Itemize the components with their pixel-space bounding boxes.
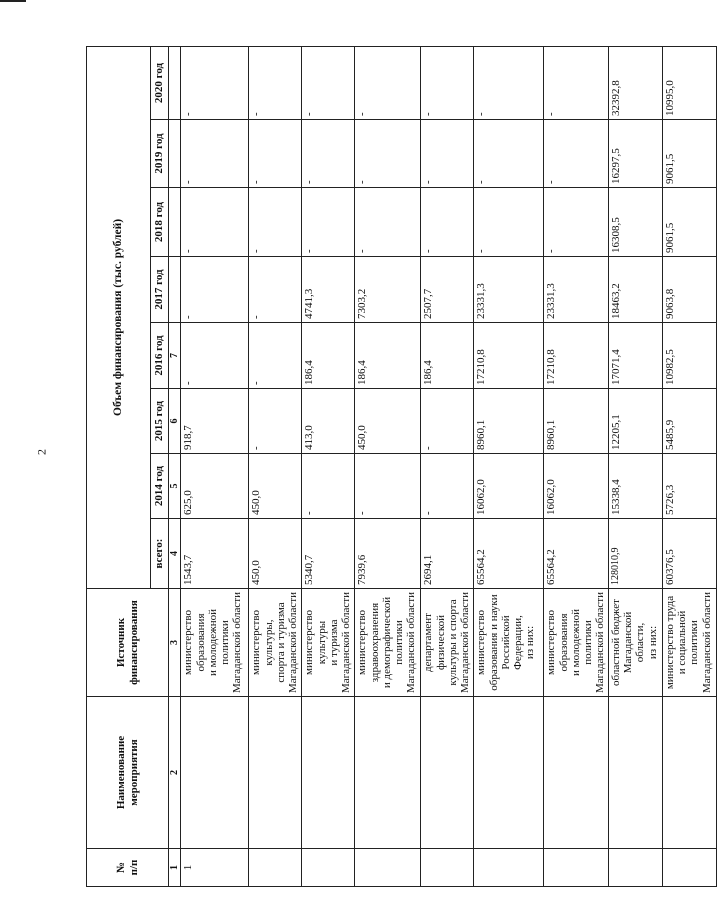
value-cell: 12205,1 bbox=[608, 389, 662, 454]
value-cell: 8960,1 bbox=[544, 389, 609, 454]
value-cell: 18463,2 bbox=[608, 257, 662, 323]
event-name bbox=[662, 697, 716, 849]
colnum-2: 2 bbox=[169, 697, 181, 849]
value-cell: - bbox=[249, 323, 302, 389]
value-cell: 450,0 bbox=[355, 389, 421, 454]
financing-source: министерство образования и молодежной политики Магаданской области bbox=[181, 589, 249, 697]
value-cell: 5340,7 bbox=[302, 519, 355, 589]
value-cell: - bbox=[355, 454, 421, 519]
value-cell: - bbox=[181, 46, 249, 119]
value-cell: 413,0 bbox=[302, 389, 355, 454]
table-row bbox=[355, 46, 421, 886]
value-cell: - bbox=[544, 188, 609, 257]
value-cell: 65564,2 bbox=[544, 519, 609, 589]
value-cell: - bbox=[474, 46, 544, 119]
value-cell: 32392,8 bbox=[608, 46, 662, 119]
value-cell: 2694,1 bbox=[421, 519, 474, 589]
row-number bbox=[474, 849, 544, 887]
colnum-7: 7 bbox=[169, 323, 181, 389]
value-cell: 918,7 bbox=[181, 389, 249, 454]
corner-mark bbox=[0, 0, 26, 2]
value-cell: - bbox=[302, 46, 355, 119]
row-number bbox=[544, 849, 609, 887]
value-cell: 9061,5 bbox=[662, 120, 716, 188]
table-row bbox=[608, 46, 662, 886]
value-cell: - bbox=[302, 454, 355, 519]
header-name: Наименование мероприятия bbox=[87, 697, 169, 849]
row-number bbox=[302, 849, 355, 887]
value-cell: 9063,8 bbox=[662, 257, 716, 323]
value-cell: - bbox=[181, 257, 249, 323]
value-cell: - bbox=[249, 46, 302, 119]
financing-source: министерство труда и социальной политики Магаданской области bbox=[662, 589, 716, 697]
value-cell: 625,0 bbox=[181, 454, 249, 519]
header-volume-group: Объем финансирования (тыс. рублей) bbox=[87, 46, 151, 588]
table-row bbox=[474, 46, 544, 886]
financing-source: министерство здравоохранения и демографической политики Магаданской области bbox=[355, 589, 421, 697]
header-year-2020: 2020 год bbox=[151, 46, 169, 119]
event-name bbox=[474, 697, 544, 849]
value-cell: 2507,7 bbox=[421, 257, 474, 323]
value-cell: - bbox=[302, 120, 355, 188]
value-cell: 23331,3 bbox=[474, 257, 544, 323]
value-cell: 10982,5 bbox=[662, 323, 716, 389]
value-cell: - bbox=[302, 188, 355, 257]
colnum-6: 6 bbox=[169, 389, 181, 454]
value-cell: 16297,5 bbox=[608, 120, 662, 188]
colnum-3: 3 bbox=[169, 589, 181, 697]
row-number bbox=[421, 849, 474, 887]
value-cell: 450,0 bbox=[249, 454, 302, 519]
header-year-2014: 2014 год bbox=[151, 454, 169, 519]
value-cell: 9061,5 bbox=[662, 188, 716, 257]
event-name bbox=[302, 697, 355, 849]
value-cell: 1543,7 bbox=[181, 519, 249, 589]
table-row bbox=[544, 46, 609, 886]
value-cell: 60376,5 bbox=[662, 519, 716, 589]
value-cell: 10995,0 bbox=[662, 46, 716, 119]
value-cell: 5726,3 bbox=[662, 454, 716, 519]
value-cell: - bbox=[249, 389, 302, 454]
page-number: 2 bbox=[34, 449, 49, 455]
financing-source: департамент физической культуры и спорта Магаданской области bbox=[421, 589, 474, 697]
value-cell: 17210,8 bbox=[474, 323, 544, 389]
value-cell: - bbox=[249, 120, 302, 188]
value-cell: - bbox=[474, 120, 544, 188]
value-cell: - bbox=[544, 120, 609, 188]
header-year-2018: 2018 год bbox=[151, 188, 169, 257]
event-name bbox=[608, 697, 662, 849]
value-cell: - bbox=[249, 188, 302, 257]
value-cell: - bbox=[355, 120, 421, 188]
financing-table bbox=[86, 46, 717, 887]
table-row bbox=[249, 46, 302, 886]
value-cell: 186,4 bbox=[302, 323, 355, 389]
value-cell: 17210,8 bbox=[544, 323, 609, 389]
value-cell: 15338,4 bbox=[608, 454, 662, 519]
value-cell: 23331,3 bbox=[544, 257, 609, 323]
value-cell: - bbox=[421, 389, 474, 454]
value-cell: 7939,6 bbox=[355, 519, 421, 589]
header-source: Источник финансирования bbox=[87, 589, 169, 697]
value-cell: 16062,0 bbox=[474, 454, 544, 519]
value-cell: 128010,9 bbox=[608, 519, 662, 589]
financing-source: министерство культуры, спорта и туризма Магаданской области bbox=[249, 589, 302, 697]
event-name bbox=[181, 697, 249, 849]
value-cell: 4741,3 bbox=[302, 257, 355, 323]
row-number: 1 bbox=[181, 849, 249, 887]
row-number bbox=[355, 849, 421, 887]
table-row bbox=[662, 46, 716, 886]
row-number bbox=[662, 849, 716, 887]
table-row bbox=[181, 46, 249, 886]
value-cell: 450,0 bbox=[249, 519, 302, 589]
value-cell: - bbox=[249, 257, 302, 323]
value-cell: 186,4 bbox=[421, 323, 474, 389]
event-name bbox=[421, 697, 474, 849]
value-cell: 16308,5 bbox=[608, 188, 662, 257]
header-year-2016: 2016 год bbox=[151, 323, 169, 389]
value-cell: - bbox=[355, 188, 421, 257]
event-name bbox=[355, 697, 421, 849]
value-cell: - bbox=[474, 188, 544, 257]
value-cell: 16062,0 bbox=[544, 454, 609, 519]
colnum-4: 4 bbox=[169, 519, 181, 589]
value-cell: 17071,4 bbox=[608, 323, 662, 389]
financing-source: министерство культуры и туризма Магаданской области bbox=[302, 589, 355, 697]
row-number bbox=[608, 849, 662, 887]
value-cell: - bbox=[181, 323, 249, 389]
value-cell: 5485,9 bbox=[662, 389, 716, 454]
value-cell: - bbox=[421, 46, 474, 119]
header-year-2019: 2019 год bbox=[151, 120, 169, 188]
row-number bbox=[249, 849, 302, 887]
header-year-2015: 2015 год bbox=[151, 389, 169, 454]
table-row bbox=[302, 46, 355, 886]
value-cell: - bbox=[421, 120, 474, 188]
value-cell: - bbox=[544, 46, 609, 119]
colnum-1: 1 bbox=[169, 849, 181, 887]
financing-source: областной бюджет Магаданской области, из них: bbox=[608, 589, 662, 697]
header-num: № п/п bbox=[87, 849, 169, 887]
value-cell: - bbox=[421, 188, 474, 257]
event-name bbox=[249, 697, 302, 849]
value-cell: - bbox=[181, 120, 249, 188]
value-cell: - bbox=[421, 454, 474, 519]
value-cell: 8960,1 bbox=[474, 389, 544, 454]
value-cell: - bbox=[355, 46, 421, 119]
header-total: всего: bbox=[151, 519, 169, 589]
value-cell: 65564,2 bbox=[474, 519, 544, 589]
value-cell: - bbox=[181, 188, 249, 257]
event-name bbox=[544, 697, 609, 849]
header-year-2017: 2017 год bbox=[151, 257, 169, 323]
value-cell: 7303,2 bbox=[355, 257, 421, 323]
financing-source: министерство образования и молодежной политики Магаданской области bbox=[544, 589, 609, 697]
financing-source: министерство образования и науки Российской Федерации, из них: bbox=[474, 589, 544, 697]
colnum-5: 5 bbox=[169, 454, 181, 519]
table-row bbox=[421, 46, 474, 886]
rotated-table-container bbox=[86, 47, 713, 887]
value-cell: 186,4 bbox=[355, 323, 421, 389]
